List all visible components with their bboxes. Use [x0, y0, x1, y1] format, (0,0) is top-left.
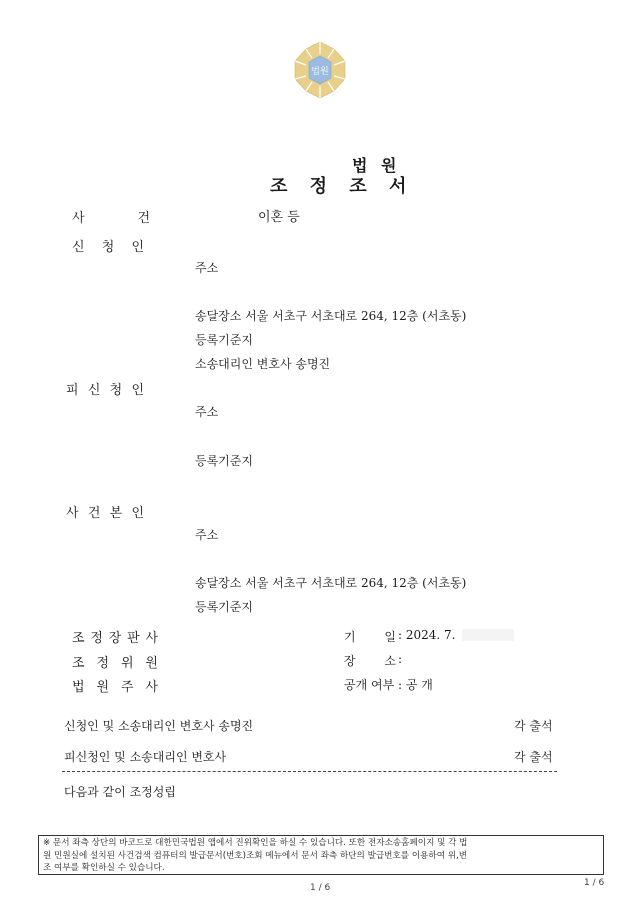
- judge-label: [72, 627, 158, 646]
- member-char-4: 원: [145, 656, 158, 671]
- attendance-party-2: 피신청인 및 소송대리인 변호사: [64, 750, 227, 764]
- applicant-registry-label: 등록기준지: [195, 333, 253, 347]
- court-name: 법 원: [352, 156, 401, 175]
- clerk-char-4: 사: [145, 680, 158, 695]
- respondent-address-label: 주소: [195, 405, 219, 419]
- judge-char-1: 조: [72, 631, 85, 646]
- principal-registry-label: 등록기준지: [195, 600, 253, 614]
- respondent-label: [66, 379, 144, 398]
- judge-char-3: 장: [108, 631, 122, 646]
- notice-line-3: 조 여부를 확인하실 수 있습니다.: [43, 863, 165, 874]
- case-value: 이혼 등: [258, 210, 300, 225]
- attendance-status-2: 각 출석: [514, 750, 553, 764]
- member-label: [72, 652, 158, 671]
- respondent-char-2: 신: [87, 383, 101, 398]
- applicant-service-address: 송달장소 서울 서초구 서초대로 264, 12층 (서초동): [195, 309, 467, 323]
- principal-char-3: 본: [109, 506, 123, 521]
- divider: [62, 771, 557, 772]
- date-char-2: 일: [384, 630, 396, 644]
- case-label-char-1: 사: [72, 211, 85, 226]
- date-label: [344, 628, 396, 645]
- applicant-char-3: 인: [131, 240, 144, 255]
- place-value: :: [398, 652, 403, 666]
- respondent-char-3: 청: [109, 383, 123, 398]
- applicant-attorney: 소송대리인 변호사 송명진: [195, 357, 331, 371]
- respondent-registry-label: 등록기준지: [195, 454, 253, 468]
- clerk-char-2: 원: [96, 680, 110, 695]
- principal-char-2: 건: [87, 506, 101, 521]
- notice-line-1: ※ 문서 좌측 상단의 바코드로 대한민국법원 앱에서 진위확인을 하실 수 있습니다. 또한 전자소송홈페이지 및 각 법: [43, 838, 468, 848]
- page-number: 1 / 6: [310, 883, 331, 893]
- notice-line-2: 원 민원실에 설치된 사건검색 컴퓨터의 발급문서(번호)조회 메뉴에서 문서 좌측 하단의 발급번호를 이용하여 위,변: [43, 850, 468, 861]
- place-char-1: 장: [344, 654, 356, 668]
- principal-label: [66, 502, 144, 521]
- case-label: [72, 207, 150, 226]
- principal-char-4: 인: [131, 506, 144, 521]
- respondent-char-1: 피: [66, 383, 79, 398]
- place-label: [344, 652, 396, 669]
- date-value: : 2024. 7.: [398, 628, 456, 642]
- redaction-mark: [462, 629, 514, 641]
- attendance-party-1: 신청인 및 소송대리인 변호사 송명진: [64, 719, 254, 733]
- principal-service-address: 송달장소 서울 서초구 서초대로 264, 12층 (서초동): [195, 576, 467, 590]
- date-char-1: 기: [344, 630, 356, 644]
- attendance-status-1: 각 출석: [514, 719, 553, 733]
- clerk-char-1: 법: [72, 680, 85, 695]
- member-char-1: 조: [72, 656, 85, 671]
- public-label: 공개 여부: [344, 678, 395, 692]
- court-emblem-icon: [290, 40, 350, 100]
- document-title: 조 정 조 서: [270, 176, 415, 197]
- conclusion-text: 다음과 같이 조정성립: [64, 785, 176, 799]
- principal-char-1: 사: [66, 506, 79, 521]
- public-value: : 공 개: [398, 678, 433, 692]
- judge-char-2: 정: [90, 631, 103, 646]
- applicant-char-1: 신: [72, 240, 85, 255]
- clerk-label: [72, 676, 158, 695]
- page-number-right: 1 / 6: [584, 878, 605, 888]
- applicant-char-2: 청: [101, 240, 115, 255]
- verification-notice: [38, 835, 604, 875]
- principal-address-label: 주소: [195, 528, 219, 542]
- member-char-3: 위: [120, 656, 134, 671]
- judge-char-4: 판: [127, 631, 140, 646]
- applicant-address-label: 주소: [195, 261, 219, 275]
- clerk-char-3: 주: [120, 680, 134, 695]
- place-char-2: 소: [384, 654, 396, 668]
- member-char-2: 정: [96, 656, 110, 671]
- emblem-text: 법원: [311, 67, 329, 77]
- judge-char-5: 사: [145, 631, 158, 646]
- respondent-char-4: 인: [131, 383, 144, 398]
- case-label-char-2: 건: [137, 211, 150, 226]
- applicant-label: [72, 236, 144, 255]
